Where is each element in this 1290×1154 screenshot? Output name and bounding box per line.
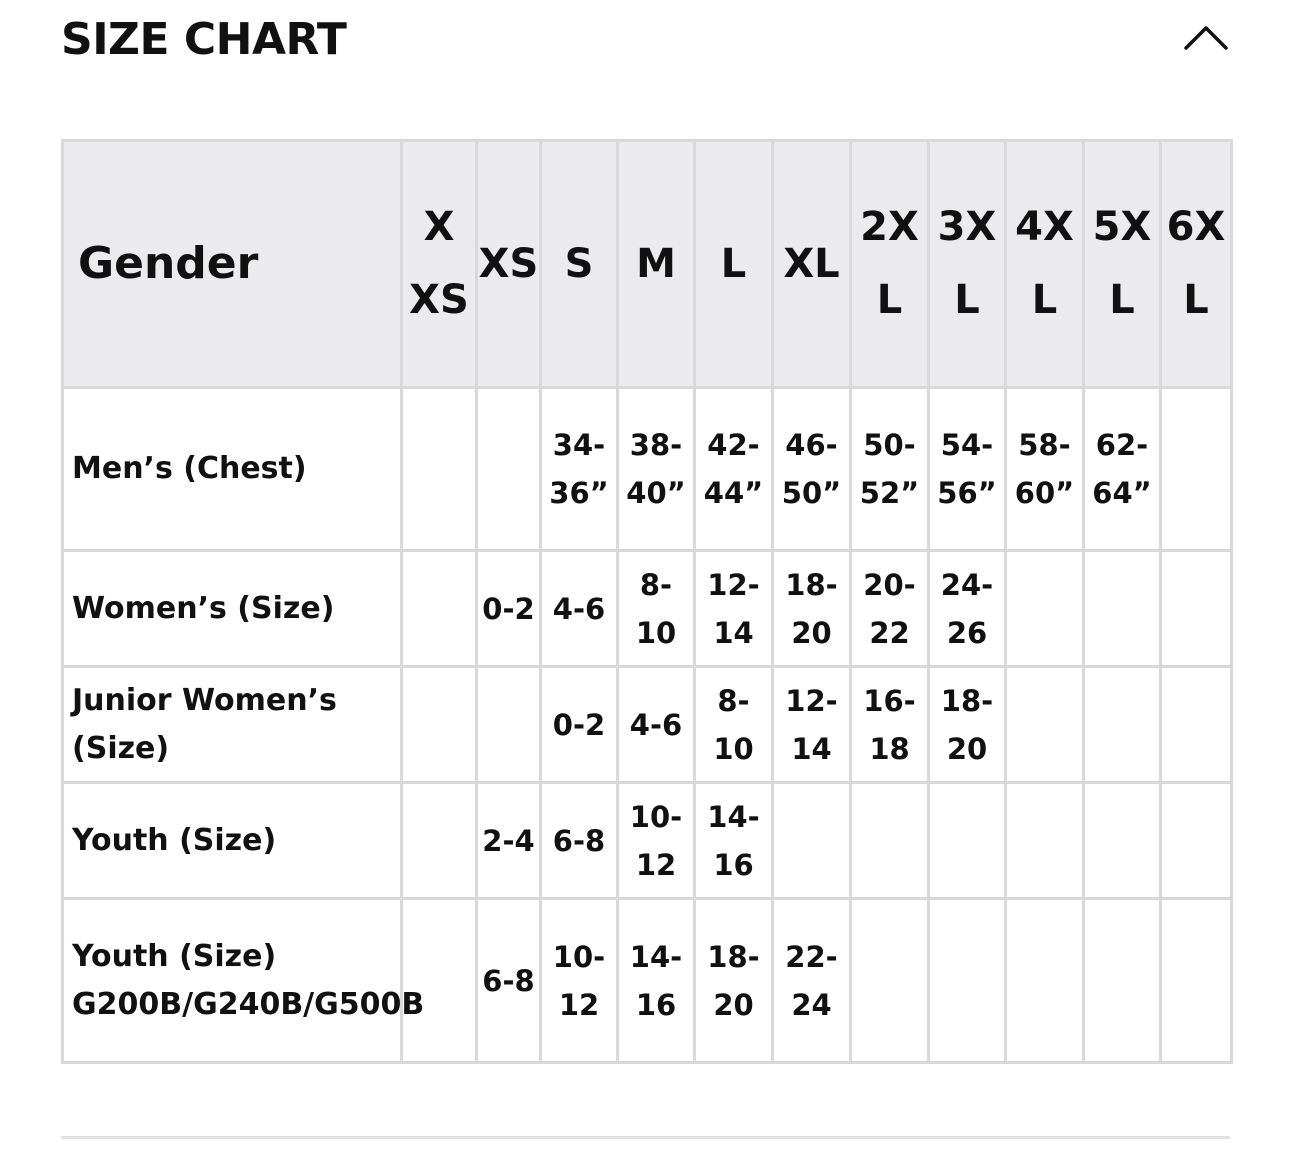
cell-value: 8- 10 — [713, 683, 754, 766]
table-cell — [541, 667, 618, 783]
row-label: Youth (Size) G200B/G240B/G500B — [63, 899, 402, 1063]
size-label: XL — [783, 240, 840, 287]
cell-value: 62- 64” — [1092, 428, 1152, 510]
size-chart-table — [61, 139, 1233, 1064]
table-cell — [541, 388, 618, 551]
table-cell — [1161, 551, 1232, 667]
column-header-size — [1006, 141, 1084, 388]
table-header-row — [63, 141, 1232, 388]
table-cell — [851, 783, 929, 899]
table-cell — [477, 551, 541, 667]
table-cell — [402, 667, 477, 783]
cell-value: 18- 20 — [940, 683, 994, 766]
size-label: 2XL — [860, 204, 919, 323]
table-row — [63, 667, 1232, 783]
table-cell — [541, 899, 618, 1063]
table-cell — [477, 899, 541, 1063]
table-cell — [929, 388, 1006, 551]
cell-value: 0-2 — [552, 707, 606, 742]
section-divider — [61, 1136, 1230, 1139]
table-cell — [695, 667, 773, 783]
table-cell — [929, 783, 1006, 899]
size-label: 4XL — [1015, 204, 1074, 323]
table-cell — [1084, 783, 1161, 899]
cell-value: 34- 36” — [549, 428, 609, 510]
table-row — [63, 783, 1232, 899]
table-cell — [1006, 551, 1084, 667]
size-label: M — [636, 240, 676, 287]
size-label: 3XL — [937, 204, 997, 323]
table-cell — [773, 899, 851, 1063]
table-cell — [773, 667, 851, 783]
table-cell — [695, 899, 773, 1063]
size-label: 6XL — [1166, 204, 1226, 323]
cell-value: 14- 16 — [629, 939, 683, 1022]
column-header-size — [541, 141, 618, 388]
cell-value: 10- 12 — [629, 799, 683, 882]
table-cell — [618, 388, 695, 551]
table-cell — [1084, 388, 1161, 551]
cell-value: 22- 24 — [785, 939, 838, 1022]
table-cell — [929, 551, 1006, 667]
table-cell — [1006, 388, 1084, 551]
table-cell — [618, 551, 695, 667]
table-cell — [851, 899, 929, 1063]
table-cell — [1161, 667, 1232, 783]
table-cell — [618, 899, 695, 1063]
column-header-size — [477, 141, 541, 388]
page-title: SIZE CHART — [61, 14, 347, 65]
column-header-size — [929, 141, 1006, 388]
size-label: L — [720, 240, 747, 287]
table-cell — [695, 388, 773, 551]
table-cell — [773, 388, 851, 551]
size-label: S — [564, 240, 594, 287]
table-cell — [477, 783, 541, 899]
column-header-size — [773, 141, 851, 388]
table-cell — [1084, 551, 1161, 667]
size-label: 5XL — [1092, 204, 1152, 323]
table-row — [63, 551, 1232, 667]
table-cell — [1084, 667, 1161, 783]
table-cell — [695, 783, 773, 899]
column-header-size — [695, 141, 773, 388]
cell-value: 6-8 — [482, 963, 535, 998]
cell-value: 14- 16 — [707, 799, 760, 882]
table-cell — [929, 899, 1006, 1063]
cell-value: 0-2 — [482, 591, 535, 626]
column-header-size — [618, 141, 695, 388]
table-cell — [695, 551, 773, 667]
table-cell — [851, 551, 929, 667]
table-cell — [541, 551, 618, 667]
cell-value: 2-4 — [482, 823, 535, 858]
size-label: XS — [478, 240, 539, 287]
cell-value: 18- 20 — [707, 939, 760, 1022]
cell-value: 8- 10 — [635, 567, 677, 650]
table-cell — [1161, 388, 1232, 551]
table-cell — [1084, 899, 1161, 1063]
cell-value: 20- 22 — [863, 567, 916, 650]
row-label: Women’s (Size) — [63, 551, 402, 667]
cell-value: 6-8 — [552, 823, 606, 858]
cell-value: 58- 60” — [1014, 428, 1075, 510]
size-chart-header[interactable] — [61, 0, 1230, 80]
cell-value: 24- 26 — [940, 567, 994, 650]
table-cell — [1006, 667, 1084, 783]
row-label: Men’s (Chest) — [63, 388, 402, 551]
cell-value: 54- 56” — [937, 428, 997, 510]
cell-value: 10- 12 — [552, 939, 606, 1022]
table-cell — [1161, 783, 1232, 899]
column-header-size — [851, 141, 929, 388]
row-label: Youth (Size) — [63, 783, 402, 899]
cell-value: 4-6 — [552, 591, 606, 626]
table-cell — [477, 667, 541, 783]
cell-value: 12- 14 — [785, 683, 838, 766]
table-row — [63, 388, 1232, 551]
column-header-size — [1084, 141, 1161, 388]
size-label: XXS — [409, 204, 469, 323]
column-header-size — [1161, 141, 1232, 388]
table-cell — [477, 388, 541, 551]
table-cell — [929, 667, 1006, 783]
table-cell — [618, 783, 695, 899]
table-cell — [1161, 899, 1232, 1063]
cell-value: 18- 20 — [785, 567, 838, 650]
cell-value: 4-6 — [629, 707, 683, 742]
table-cell — [541, 783, 618, 899]
table-cell — [1006, 899, 1084, 1063]
table-cell — [402, 388, 477, 551]
table-cell — [851, 667, 929, 783]
chevron-up-icon[interactable] — [1182, 18, 1230, 58]
table-row — [63, 899, 1232, 1063]
table-cell — [402, 551, 477, 667]
table-cell — [851, 388, 929, 551]
table-cell — [402, 899, 477, 1063]
cell-value: 50- 52” — [859, 428, 920, 510]
table-cell — [618, 667, 695, 783]
cell-value: 16- 18 — [863, 683, 916, 766]
table-cell — [402, 783, 477, 899]
row-label: Junior Women’s (Size) — [63, 667, 402, 783]
cell-value: 46- 50” — [781, 428, 842, 510]
column-header-gender: Gender — [63, 141, 402, 388]
column-header-size — [402, 141, 477, 388]
cell-value: 12- 14 — [707, 567, 760, 650]
table-cell — [773, 783, 851, 899]
cell-value: 42- 44” — [703, 428, 764, 510]
table-cell — [1006, 783, 1084, 899]
cell-value: 38- 40” — [626, 428, 686, 510]
table-cell — [773, 551, 851, 667]
